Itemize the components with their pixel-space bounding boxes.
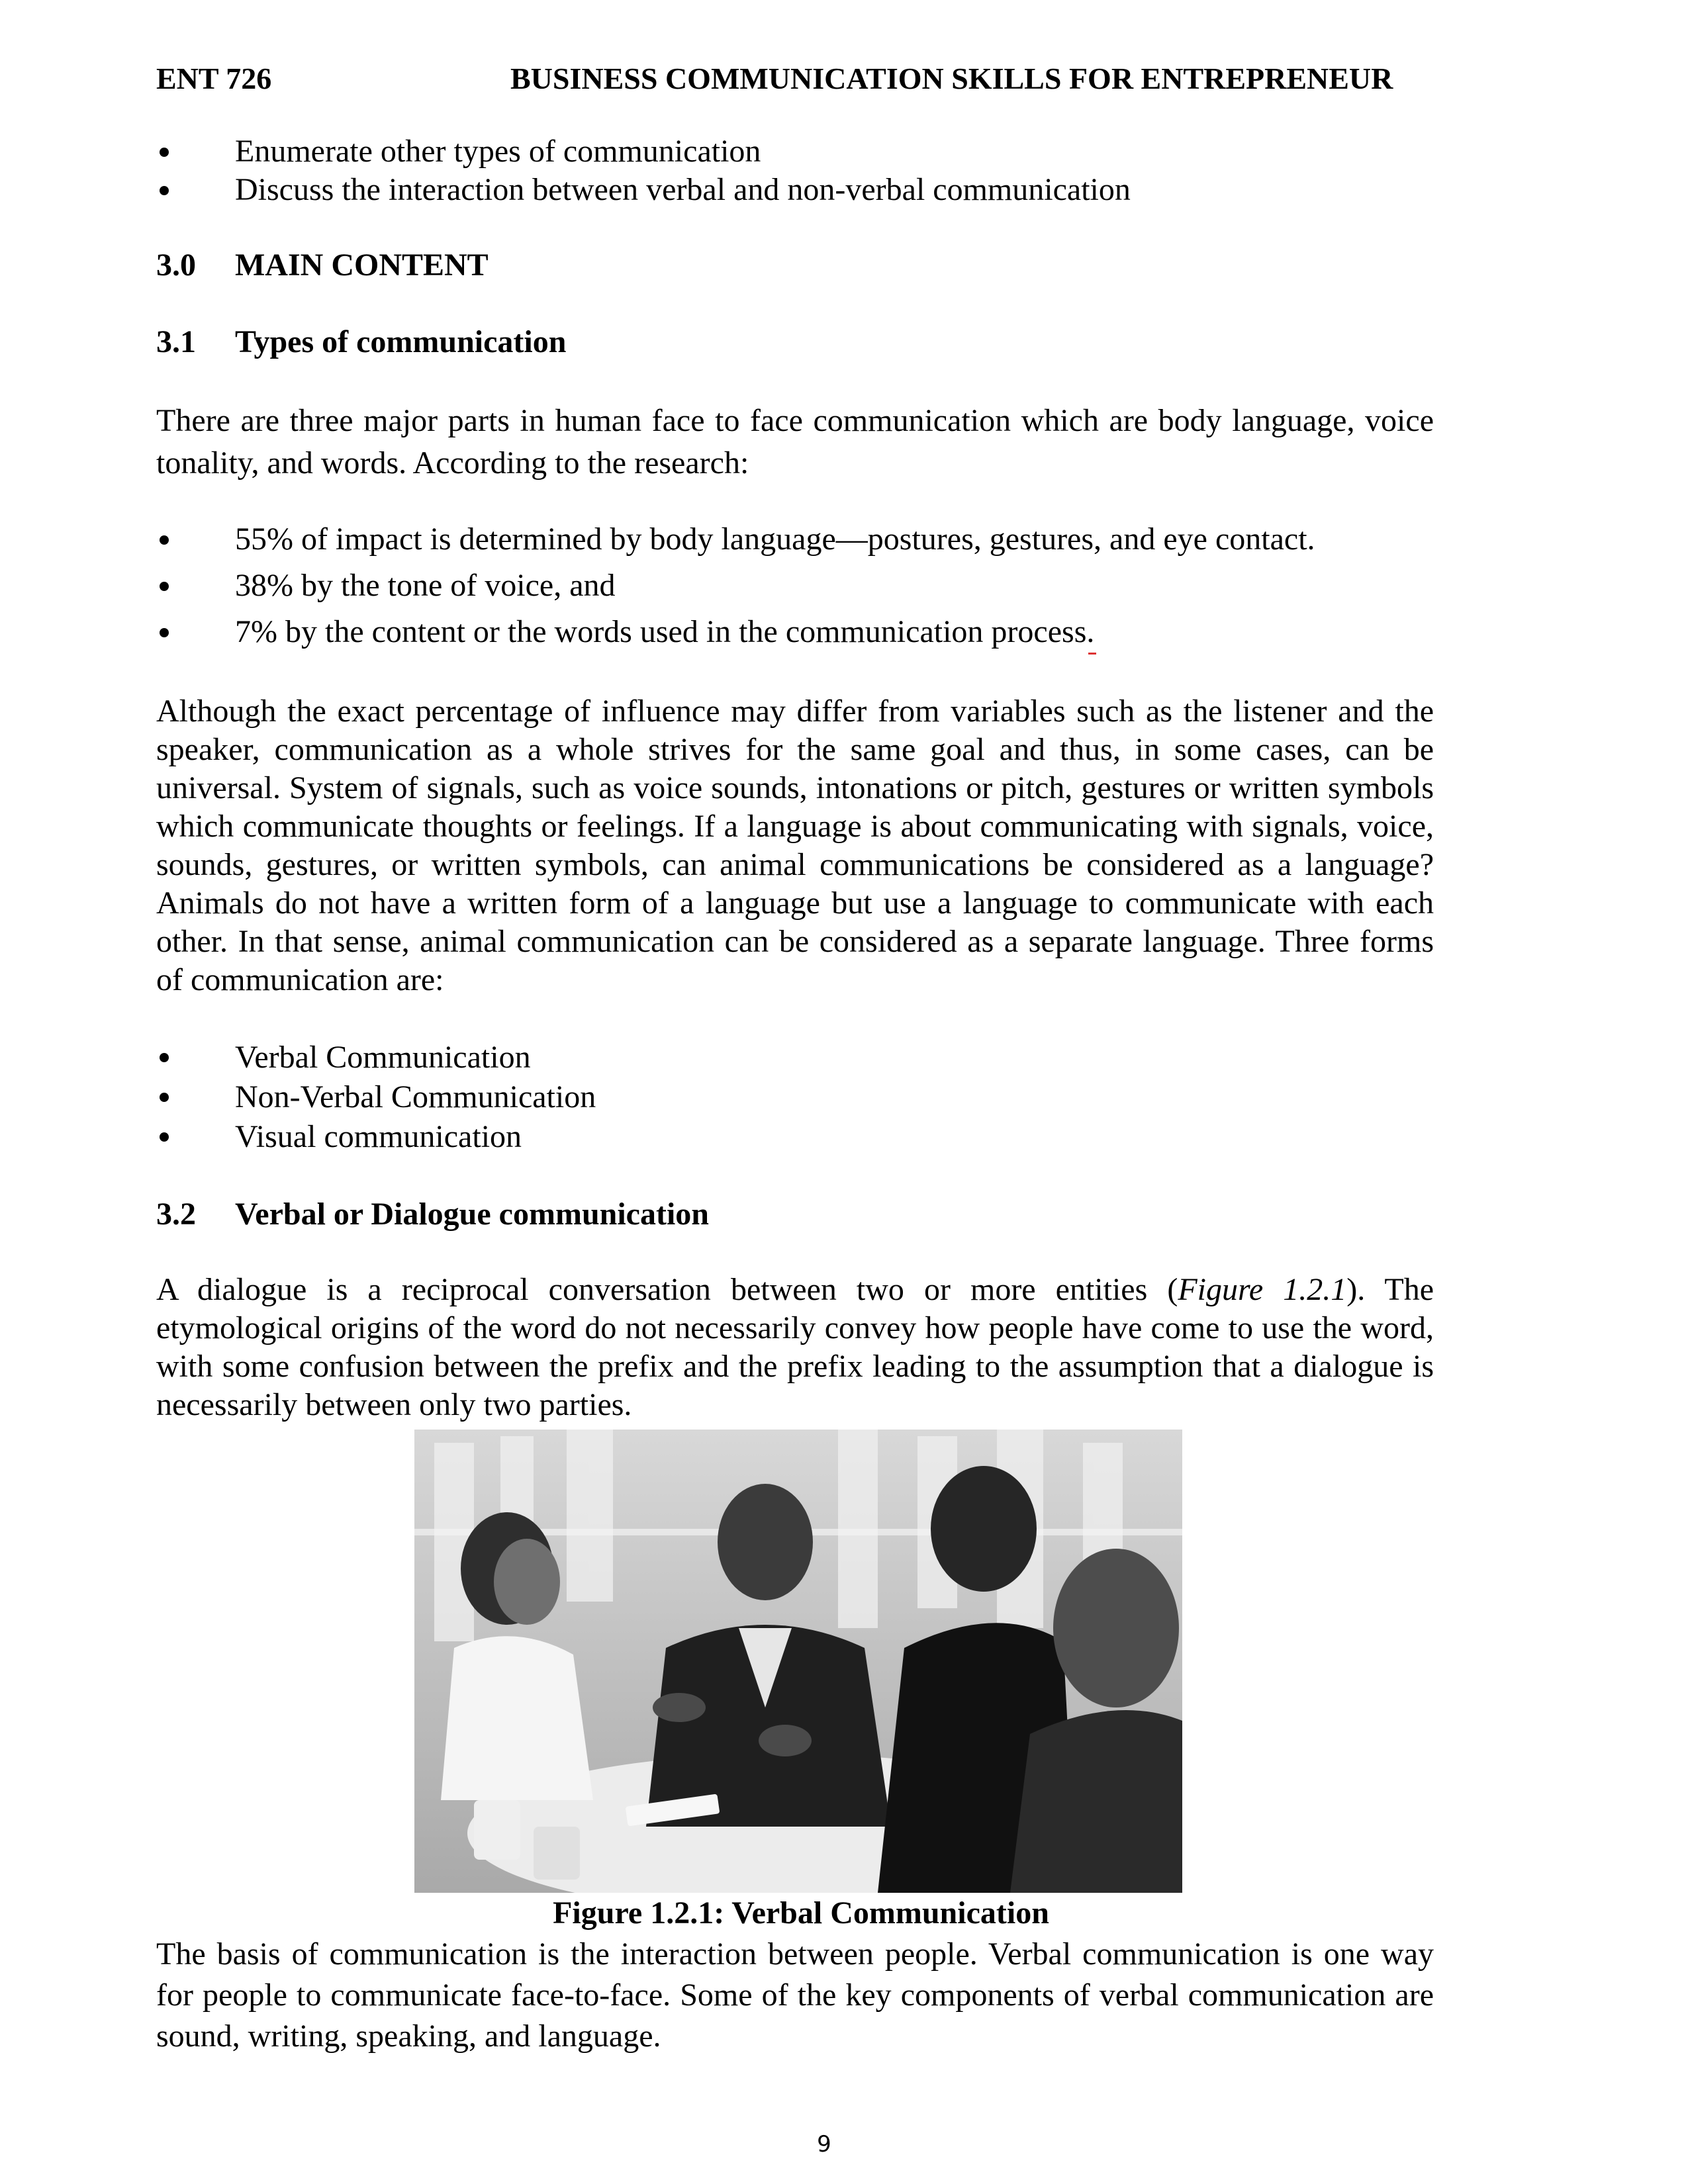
influence-paragraph: Although the exact percentage of influence may differ from variables such as the listener and the speaker, communication as a whole strives for the same goal and thus, in some cases, can be universal. System of signals, such as voice sounds, intonations or pitch, gestures or written symbols which communicate thoughts or feelings. If a language is about communicating with signals, voice, sounds, gestures, or written symbols, can animal communications be considered as a language? Animals do not have a written form of a language but use a language to communicate with each other. In that sense, animal communication can be considered as a separate language. Three forms of communication are: [156, 694, 1434, 997]
list-item: 55% of impact is determined by body language—postures, gestures, and eye contact. [235, 522, 1315, 557]
section-heading-3-2: 3.2 Verbal or Dialogue communication [156, 1197, 709, 1232]
figure-caption: Figure 1.2.1: Verbal Communication [553, 1895, 1049, 1931]
course-code: ENT 726 [156, 62, 272, 95]
objectives-list [156, 132, 1131, 209]
closing-paragraph: The basis of communication is the interaction between people. Verbal communication is one way for people to communicate face-to-face. Some of the key components of verbal communication are sound, writing, speaking, and language. [156, 1936, 1434, 2054]
list-item: Non-Verbal Communication [235, 1079, 596, 1115]
course-title: BUSINESS COMMUNICATION SKILLS FOR ENTREPRENEUR [510, 62, 1393, 95]
stats-list [156, 516, 1315, 655]
types-intro-paragraph: There are three major parts in human face to face communication which are body language, voice tonality, and words. According to the research: [156, 403, 1434, 480]
page-number: 9 [817, 2131, 831, 2158]
spellcheck-mark [1088, 653, 1096, 655]
meeting-photo [414, 1430, 1182, 1893]
list-item: 38% by the tone of voice, and [235, 568, 616, 603]
dialogue-paragraph: A dialogue is a reciprocal conversation between two or more entities (Figure 1.2.1). The etymological origins of the word do not necessarily convey how people have come to use the word, with some confusion between the prefix and the prefix leading to the assumption that a dialogue is necessarily between only two parties. [156, 1272, 1434, 1422]
section-heading-main-content: 3.0 MAIN CONTENT [156, 248, 489, 283]
figure-reference: Figure 1.2.1 [1178, 1272, 1347, 1307]
list-item: 7% by the content or the words used in the communication process. [235, 614, 1095, 649]
section-heading-3-1: 3.1 Types of communication [156, 324, 567, 359]
list-item: Enumerate other types of communication [235, 134, 761, 169]
list-item: Verbal Communication [235, 1040, 531, 1075]
list-item: Discuss the interaction between verbal and non-verbal communication [235, 172, 1131, 207]
list-item: Visual communication [235, 1119, 522, 1154]
forms-list [156, 1038, 596, 1157]
running-header [156, 61, 1434, 101]
meeting-photo-illustration [414, 1430, 1182, 1893]
